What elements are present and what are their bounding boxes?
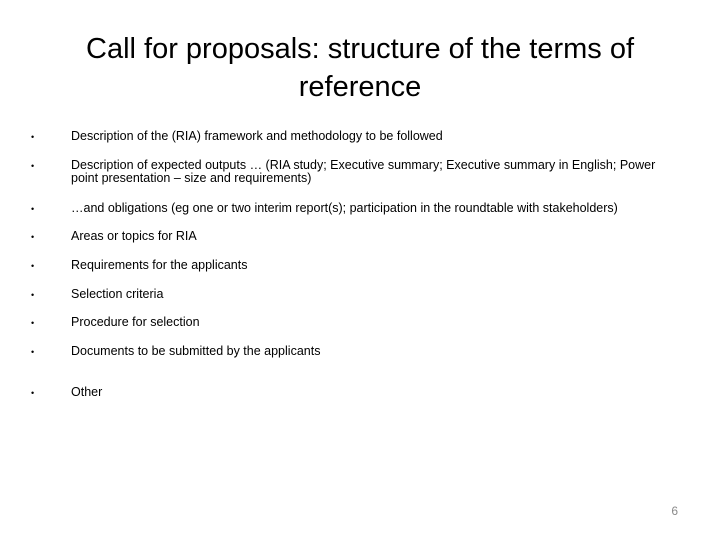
list-item-text: Description of expected outputs … (RIA study; Executive summary; Executive summary in English; Power point presentation – size and requirements)	[71, 158, 656, 185]
bullet-icon: •	[31, 318, 35, 328]
bullet-icon: •	[31, 388, 35, 398]
list-item-text: Procedure for selection	[71, 315, 200, 329]
list-item-text: Areas or topics for RIA	[71, 229, 197, 243]
page-number: 6	[671, 504, 678, 518]
bullet-icon: •	[31, 232, 35, 242]
list-item-text: Other	[71, 385, 103, 399]
list-item-text: …and obligations (eg one or two interim report(s); participation in the roundtable with stakeholders)	[71, 201, 618, 215]
bullet-icon: •	[31, 290, 35, 300]
list-item-text: Requirements for the applicants	[71, 258, 248, 272]
slide-title: Call for proposals: structure of the terms of reference	[86, 33, 634, 103]
bullet-icon: •	[31, 204, 35, 214]
bullet-icon: •	[31, 132, 35, 142]
list-item-text: Description of the (RIA) framework and methodology to be followed	[71, 129, 443, 143]
list-item-text: Selection criteria	[71, 287, 164, 301]
bullet-icon: •	[31, 347, 35, 357]
list-item-text: Documents to be submitted by the applicants	[71, 344, 321, 358]
bullet-icon: •	[31, 161, 35, 171]
bullet-icon: •	[31, 261, 35, 271]
